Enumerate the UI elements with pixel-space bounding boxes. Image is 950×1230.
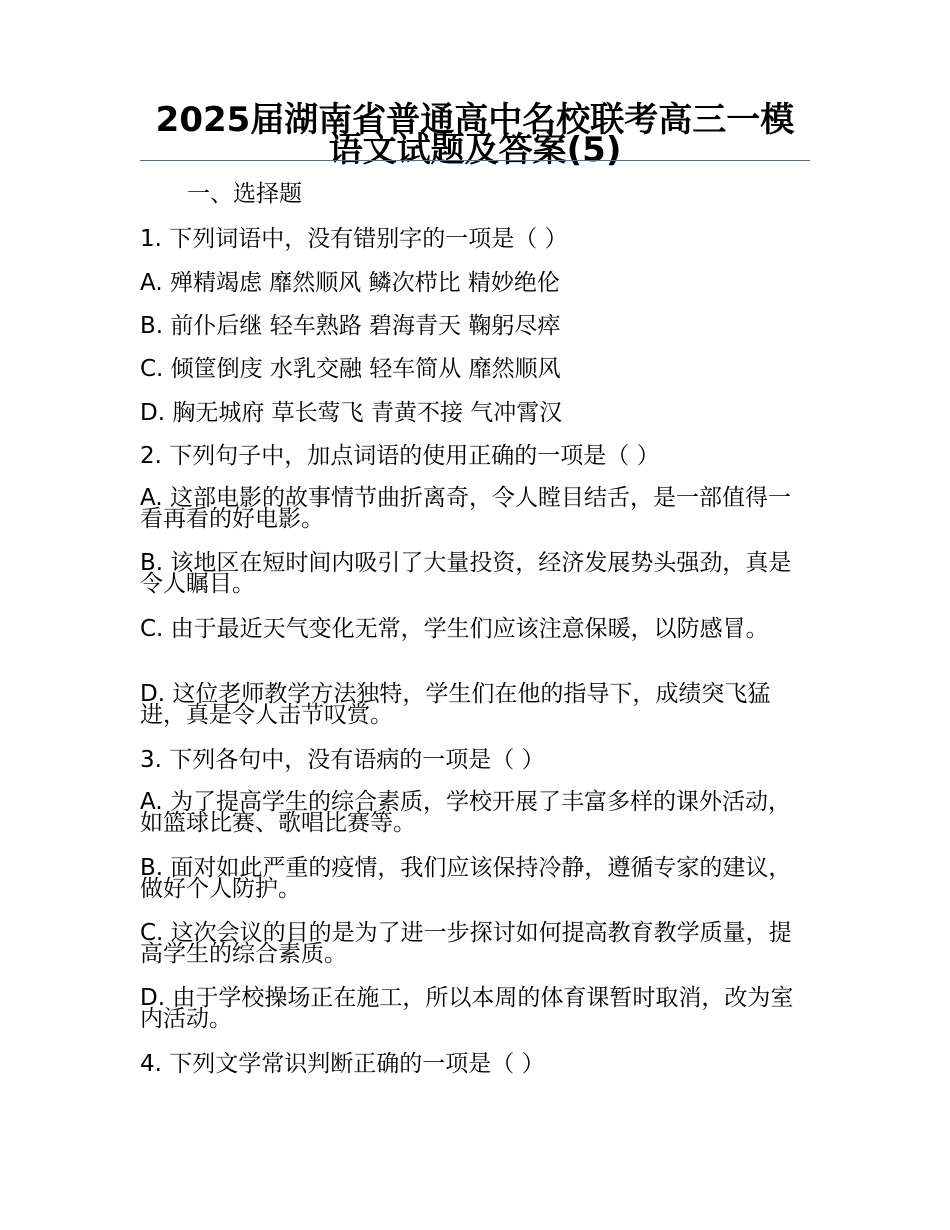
question-2-option-a: A. 这部电影的故事情节曲折离奇，令人瞠目结舌，是一部值得一看再看的好电影。: [140, 485, 791, 532]
question-3-option-d: D. 由于学校操场正在施工，所以本周的体育课暂时取消，改为室内活动。: [140, 985, 794, 1032]
question-4-stem: 4. 下列文学常识判断正确的一项是（ ）: [140, 1051, 545, 1077]
question-3-stem: 3. 下列各句中，没有语病的一项是（ ）: [140, 747, 545, 773]
question-2-stem: 2. 下列句子中，加点词语的使用正确的一项是（ ）: [140, 443, 660, 469]
question-2-option-b: B. 该地区在短时间内吸引了大量投资，经济发展势头强劲，真是令人瞩目。: [140, 550, 792, 597]
question-3-option-b: B. 面对如此严重的疫情，我们应该保持冷静，遵循专家的建议，做好个人防护。: [140, 855, 792, 902]
question-3-option-a: A. 为了提高学生的综合素质，学校开展了丰富多样的课外活动，如篮球比赛、歌唱比赛等。: [140, 789, 791, 836]
question-1-stem: 1. 下列词语中，没有错别字的一项是（ ）: [140, 226, 568, 252]
question-1-option-c: C. 倾筐倒庋 水乳交融 轻车简从 靡然顺风: [140, 356, 561, 382]
question-1-option-d: D. 胸无城府 草长莺飞 青黄不接 气冲霄汉: [140, 400, 563, 426]
question-2-option-d: D. 这位老师教学方法独特，学生们在他的指导下，成绩突飞猛进，真是令人击节叹赏。: [140, 681, 771, 728]
question-1-option-a: A. 殚精竭虑 靡然顺风 鳞次栉比 精妙绝伦: [140, 270, 560, 296]
document-title: 2025届湖南省普通高中名校联考高三一模语文试题及答案(5): [155, 100, 795, 170]
question-3-option-c: C. 这次会议的目的是为了进一步探讨如何提高教育教学质量，提高学生的综合素质。: [140, 920, 792, 967]
title-underline: [140, 160, 810, 161]
section-heading: 一、选择题: [187, 181, 302, 207]
question-1-option-b: B. 前仆后继 轻车熟路 碧海青天 鞠躬尽瘁: [140, 313, 561, 339]
question-2-option-c: C. 由于最近天气变化无常，学生们应该注意保暖，以防感冒。: [140, 616, 769, 642]
